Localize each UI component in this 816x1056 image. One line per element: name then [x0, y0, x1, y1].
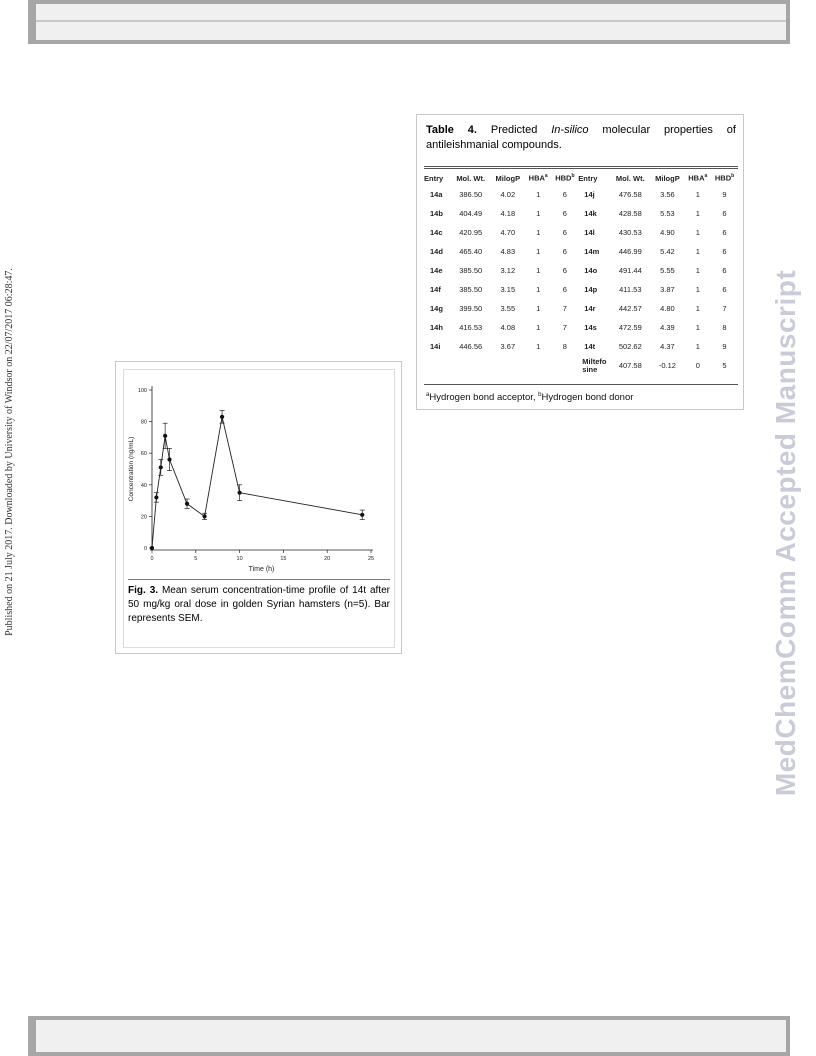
table-cell: 3.87: [660, 285, 675, 294]
footnote-b-text: Hydrogen bond donor: [541, 392, 634, 404]
footnote-a-sup: a: [426, 392, 430, 398]
series-line: [152, 417, 362, 548]
table-cell: 1: [695, 342, 700, 351]
data-point: [150, 546, 154, 550]
table-cell: 404.49: [459, 209, 483, 218]
col-header-hbd-2: [711, 171, 738, 185]
table-cell: 476.58: [618, 190, 642, 199]
table-cell: 1: [695, 228, 700, 237]
table-cell: 1: [695, 285, 700, 294]
table-caption-pre: Predicted: [476, 124, 552, 136]
table-cell-empty: [491, 356, 525, 375]
table-cell: 1: [536, 209, 541, 218]
col-header-hba-2-sup: a: [704, 173, 708, 180]
table-cell: 6: [562, 266, 567, 275]
table-cell: 9: [722, 190, 727, 199]
table-cell: 8: [562, 342, 567, 351]
col-header-entry: Entry: [424, 173, 444, 183]
table-row: [424, 318, 738, 337]
figure-label: Fig. 3.: [128, 585, 159, 596]
table-row: [424, 356, 738, 375]
figure-caption-rule: [128, 579, 390, 580]
table-cell: 4.90: [660, 228, 675, 237]
table-cell: 14r: [584, 304, 596, 313]
table-top-rule-2: [424, 168, 738, 169]
table-cell: 1: [536, 323, 541, 332]
table-cell-empty: [451, 356, 491, 375]
col-header-hbd-2-sup: b: [731, 173, 735, 180]
table-cell: 1: [536, 342, 541, 351]
table-cell: 6: [562, 228, 567, 237]
table-cell: 1: [536, 247, 541, 256]
figure-caption: [128, 584, 390, 626]
table-cell: 5.55: [660, 266, 675, 275]
table-cell: 14k: [584, 209, 597, 218]
x-tick-label: 0: [150, 556, 154, 562]
x-tick-label: 10: [236, 556, 243, 562]
table-cell: 7: [562, 304, 567, 313]
table-cell: 1: [695, 209, 700, 218]
table-caption-post: molecular properties of antileishmanial compounds.: [426, 124, 736, 151]
table-cell: Miltefo sine: [582, 356, 607, 374]
table-row: [424, 204, 738, 223]
table-label: Table 4.: [426, 124, 477, 136]
data-point: [154, 495, 158, 499]
data-point: [167, 457, 171, 461]
col-header-hba: [525, 171, 551, 185]
table-cell: 502.62: [618, 342, 642, 351]
table-cell: 1: [536, 190, 541, 199]
table-row: [424, 299, 738, 318]
table-cell: 14b: [430, 209, 443, 218]
table-row: [424, 280, 738, 299]
table-cell: 1: [536, 285, 541, 294]
table-cell: 7: [562, 323, 567, 332]
chart-axes: [150, 386, 373, 550]
col-header-hbd-2-text: HBD: [714, 173, 732, 183]
table-cell: 3.55: [500, 304, 516, 313]
table-cell-empty: [424, 356, 451, 375]
chart-series: [150, 411, 365, 551]
accepted-manuscript-watermark: MedChemComm Accepted Manuscript: [770, 269, 801, 797]
table-bottom-rule: [424, 384, 738, 385]
col-header-hbd-text: HBD: [555, 173, 572, 183]
x-axis-label: Time (h): [248, 566, 275, 573]
table-cell: 4.02: [500, 190, 516, 199]
table-row: [424, 223, 738, 242]
table-cell: 14i: [430, 342, 441, 351]
header-bar-inner: [36, 4, 786, 40]
table-cell: 399.50: [459, 304, 483, 313]
table-cell: 6: [562, 190, 567, 199]
table-cell: 5.53: [660, 209, 675, 218]
table-cell: 8: [722, 323, 727, 332]
table-cell: 386.50: [459, 190, 483, 199]
col-header-hba-text: HBA: [528, 173, 545, 183]
table-cell: 14j: [584, 190, 595, 199]
y-tick-label: 20: [140, 514, 147, 521]
col-header-hba-sup: a: [544, 173, 548, 180]
publication-side-note: Published on 21 July 2017. Downloaded by University of Windsor on 22/07/2017 06:28:47.: [4, 268, 15, 636]
y-axis-label: Concentration (ng/mL): [128, 436, 135, 502]
data-point: [360, 513, 364, 517]
footnote-b-sup: b: [538, 392, 542, 398]
table-cell: 3.12: [500, 266, 516, 275]
page-footer-bar: [28, 1016, 790, 1056]
table-cell: 14s: [584, 323, 597, 332]
table-cell: 411.53: [619, 285, 642, 294]
col-header-hba-2-text: HBA: [688, 173, 705, 183]
table-cell: 1: [695, 304, 700, 313]
data-point: [163, 434, 167, 438]
chart-ticks: [138, 388, 374, 562]
table-cell: 1: [536, 304, 541, 313]
table-cell: 385.50: [459, 266, 483, 275]
table-cell: 4.37: [660, 342, 675, 351]
table-row: [424, 242, 738, 261]
table-cell: 6: [722, 285, 727, 294]
footer-bar-inner: [36, 1020, 786, 1052]
table-caption: [426, 123, 736, 153]
table-cell: 6: [722, 266, 727, 275]
table-cell: 4.83: [500, 247, 516, 256]
y-tick-label: 60: [140, 451, 147, 458]
table-cell: 4.08: [500, 323, 516, 332]
table-cell: 430.53: [618, 228, 642, 237]
table-cell: 6: [562, 247, 567, 256]
table-cell-empty: [551, 356, 578, 375]
table-cell: 14m: [584, 247, 600, 256]
table-4-box: [416, 114, 744, 410]
table-cell: 3.67: [500, 342, 516, 351]
x-tick-label: 15: [280, 556, 287, 562]
table-cell: 14a: [430, 190, 443, 199]
table-cell: 14t: [584, 342, 596, 351]
col-header-molwt-2: Mol. Wt.: [615, 173, 645, 183]
data-point: [159, 465, 163, 469]
table-cell: 4.70: [500, 228, 516, 237]
x-tick-label: 20: [324, 556, 331, 562]
data-point: [185, 502, 189, 506]
table-cell: 491.44: [618, 266, 642, 275]
table-cell: 4.80: [660, 304, 675, 313]
table-cell: 407.58: [618, 361, 642, 370]
table-cell: 9: [722, 342, 727, 351]
table-cell: -0.12: [658, 361, 676, 370]
table-cell: 14h: [430, 323, 443, 332]
table-cell: 472.59: [618, 323, 642, 332]
table-cell: 6: [722, 247, 727, 256]
table-cell: 446.56: [459, 342, 483, 351]
table-cell: 420.95: [459, 228, 483, 237]
table-cell: 6: [722, 228, 727, 237]
concentration-time-chart: [124, 370, 394, 578]
col-header-milogp: MilogP: [495, 173, 521, 183]
table-cell: 14f: [430, 285, 441, 294]
table-cell: 14g: [430, 304, 443, 313]
table-cell: 6: [562, 209, 567, 218]
table-cell: 7: [722, 304, 727, 313]
col-header-hbd: [551, 171, 578, 185]
table-cell: 416.53: [459, 323, 483, 332]
table-cell: 4.18: [500, 209, 516, 218]
table-cell: 4.39: [660, 323, 675, 332]
table-cell: 6: [722, 209, 727, 218]
table-row: [424, 185, 738, 204]
table-cell: 465.40: [459, 247, 483, 256]
properties-table: [424, 171, 738, 375]
table-footnote: [426, 392, 633, 403]
col-header-molwt: Mol. Wt.: [456, 173, 486, 183]
table-cell: 5: [722, 361, 727, 370]
table-cell: 14o: [584, 266, 598, 275]
figure-caption-text: Mean serum concentration-time profile of 14t after 50 mg/kg oral dose in golden Syrian hamsters (n=5). Bar represents SEM.: [128, 585, 390, 624]
x-tick-label: 25: [367, 556, 375, 562]
col-header-hba-2: [685, 171, 711, 185]
table-cell: 14e: [430, 266, 443, 275]
table-cell: 1: [695, 247, 700, 256]
table-cell: 3.15: [500, 285, 516, 294]
table-cell: 442.57: [618, 304, 642, 313]
table-row: [424, 337, 738, 356]
y-tick-label: 0: [143, 546, 147, 552]
table-row: [424, 261, 738, 280]
y-tick-label: 80: [140, 419, 147, 426]
table-header-row: [424, 171, 738, 185]
table-cell: 1: [536, 228, 541, 237]
col-header-hbd-sup: b: [571, 173, 575, 180]
figure-3-box: [115, 361, 402, 654]
x-tick-label: 5: [194, 556, 198, 562]
footnote-a-text: Hydrogen bond acceptor,: [429, 392, 539, 404]
table-cell: 14l: [584, 228, 595, 237]
table-cell: 14c: [430, 228, 443, 237]
figure-3-inner: [123, 369, 395, 648]
col-header-entry-2: Entry: [578, 173, 598, 183]
table-cell: 6: [562, 285, 567, 294]
table-cell: 3.56: [660, 190, 675, 199]
col-header-milogp-2: MilogP: [655, 173, 680, 183]
page-header-bar: [28, 0, 790, 44]
table-cell: 14p: [584, 285, 598, 294]
table-cell: 0: [695, 361, 700, 370]
table-cell: 1: [536, 266, 541, 275]
data-point: [220, 415, 224, 419]
table-cell: 1: [695, 323, 700, 332]
header-bar-line: [36, 20, 786, 22]
table-caption-italic: In-silico: [551, 124, 589, 136]
table-cell: 1: [695, 190, 700, 199]
data-point: [238, 491, 242, 495]
y-tick-label: 40: [140, 482, 147, 489]
table-top-rule: [424, 166, 738, 167]
table-cell-empty: [525, 356, 551, 375]
table-cell: 14d: [430, 247, 443, 256]
y-tick-label: 100: [137, 388, 147, 394]
table-cell: 385.50: [459, 285, 483, 294]
table-cell: 446.99: [618, 247, 642, 256]
table-cell: 428.58: [618, 209, 642, 218]
table-cell: 5.42: [660, 247, 675, 256]
table-cell: 1: [695, 266, 700, 275]
data-point: [202, 514, 206, 518]
